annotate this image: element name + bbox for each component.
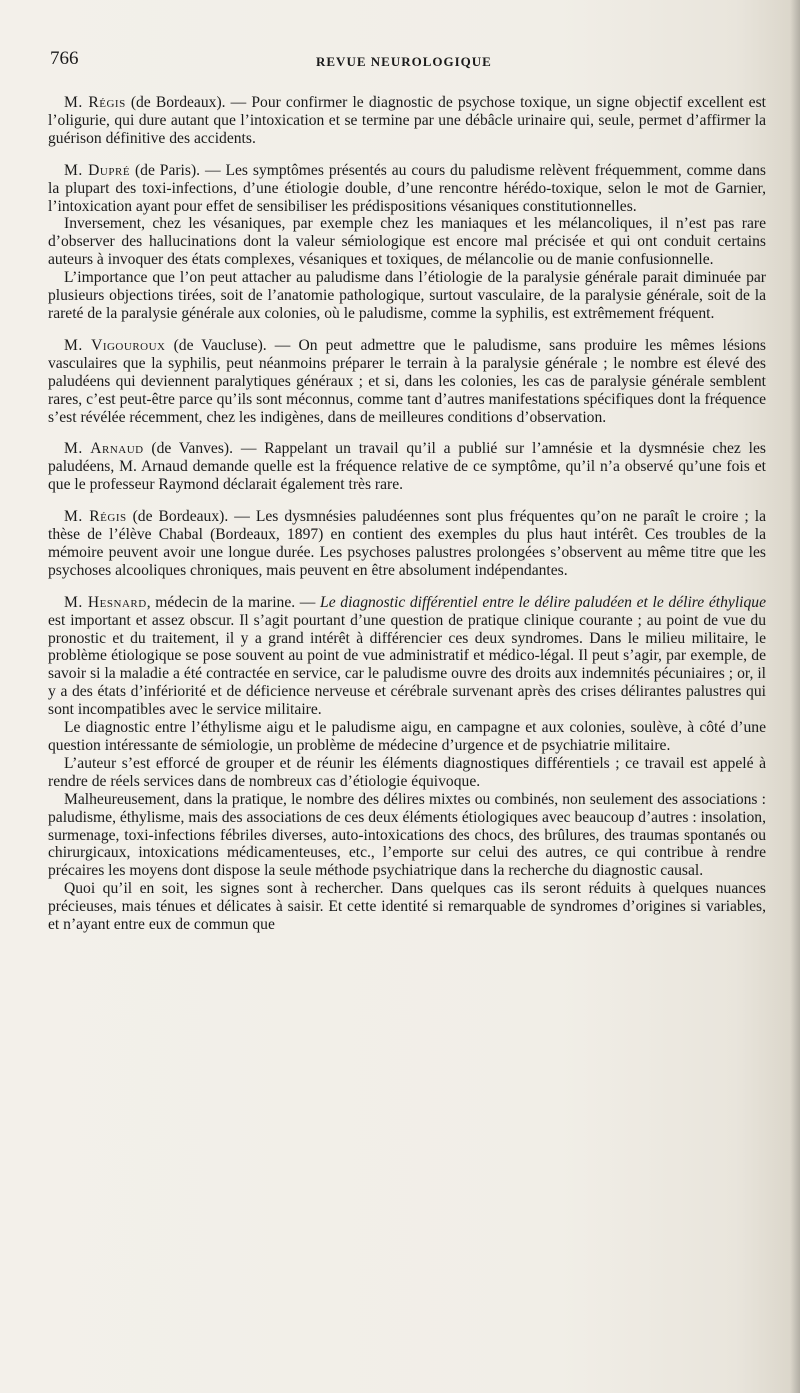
paragraph-body: Les dysmnésies paludéennes sont plus fréquentes qu’on ne paraît le croire ; la thèse de l’élève Chabal (Bordeaux, 1897) en contient des exemples du plus haut intérêt. Ces troubles de la mémoire peuvent avoir une longue durée. Les psychoses palustres prolongées s’observent au même titre que les psychoses alcooliques chroniques, mais peuvent en être absolument indépendantes. (48, 508, 766, 579)
speaker-affiliation: (de Paris). — (130, 161, 226, 179)
speaker-affiliation: , médecin de la marine. — (146, 593, 321, 611)
speaker-name: M. Régis (64, 508, 127, 526)
work-title: Le diagnostic différentiel entre le délire paludéen et le délire éthylique (320, 593, 766, 611)
paragraph-vigouroux (48, 337, 766, 427)
paragraph-text (48, 440, 766, 494)
speaker-name: M. Vigouroux (64, 336, 166, 354)
paragraph-continuation: L’auteur s’est efforcé de grouper et de réunir les éléments diagnostiques différentiels ; ce travail est appelé à rendre de réels services dans de nombreux cas d’étiologie équivoque. (48, 754, 766, 790)
running-head: REVUE NEUROLOGIQUE (316, 54, 492, 69)
speaker-affiliation: (de Bordeaux). — (126, 508, 256, 526)
paragraph-continuation: L’importance que l’on peut attacher au paludisme dans l’étiologie de la paralysie générale parait diminuée par plusieurs objections tirées, soit de l’anatomie pathologique, surtout vasculaire, de la paralysie générale, soit de la rareté de la paralysie générale aux colonies, où le paludisme, comme la syphilis, est extrêmement fréquent. (48, 269, 766, 322)
page-header (50, 48, 750, 74)
paragraph-arnaud (48, 440, 766, 494)
speaker-affiliation: (de Vaucluse). — (165, 336, 299, 354)
paragraph-text (48, 162, 766, 216)
speaker-name: M. Arnaud (64, 440, 144, 458)
article-body (48, 94, 766, 934)
speaker-name: M. Dupré (64, 161, 131, 179)
speaker-name: M. Hesnard (64, 593, 147, 611)
paragraph-dupre (48, 162, 766, 323)
paragraph-body: Rappelant un travail qu’il a publié sur l’amnésie et la dysmnésie chez les paludéens, M. Arnaud demande quelle est la fréquence relative de ce symptôme, qu’il n’a observé qu’une fois et que le professeur Raymond déclarait également très rare. (48, 440, 766, 494)
speaker-name: M. Régis (64, 94, 126, 111)
paragraph-text (48, 94, 766, 148)
paragraph-body: Les symptômes présentés au cours du paludisme relèvent fréquemment, comme dans la plupart des toxi-infections, d’une étiologie double, d’une rencontre hérédo-toxique, selon le mot de Garnier, l’intoxication ayant pour effet de sensibiliser les prédispositions vésaniques constitutionnelles. (48, 161, 766, 215)
paragraph-regis-2 (48, 508, 766, 580)
paragraph-text (48, 508, 766, 580)
page-number: 766 (50, 48, 79, 69)
paragraph-body: Pour confirmer le diagnostic de psychose toxique, un signe objectif excellent est l’oligurie, qui dure autant que l’intoxication et se termine par une débâcle urinaire qui, seule, permet d’affirmer la guérison définitive des accidents. (48, 94, 766, 147)
paragraph-regis-1 (48, 94, 766, 148)
paragraph-body: On peut admettre que le paludisme, sans produire les mêmes lésions vasculaires que la syphilis, peut néanmoins préparer le terrain à la paralysie générale ; le nombre est élevé des paludéens qui deviennent paralytiques généraux ; et si, dans les colonies, les cas de paralysie générale semblent rares, c’est peut-être parce qu’ils sont méconnus, comme tant d’autres manifestations spécifiques dont la fréquence s’est révélée récemment, chez les indigènes, dans de meilleures conditions d’observation. (48, 336, 766, 426)
paragraph-text (48, 594, 766, 719)
paragraph-hesnard (48, 594, 766, 934)
page-edge-shadow (790, 0, 800, 1393)
paragraph-text (48, 337, 766, 427)
speaker-affiliation: (de Vanves). — (143, 440, 265, 458)
paragraph-continuation: Inversement, chez les vésaniques, par exemple chez les maniaques et les mélancoliques, il n’est pas rare d’observer des hallucinations dont la valeur sémiologique est encore mal précisée et qui ont conduit certains auteurs à invoquer des états complexes, vésaniques et toxiques, de mélancolie ou de manie confusionnelle. (48, 215, 766, 269)
paragraph-body: est important et assez obscur. Il s’agit pourtant d’une question de pratique clinique courante ; au point de vue du pronostic et du traitement, il y a grand intérêt à différencier ces deux syndromes. Dans le milieu militaire, le problème étiologique se pose souvent au point de vue administratif et médico-légal. Il peut s’agir, par exemple, de savoir si la maladie a été contractée en service, car le paludisme ouvre des droits aux indemnités pécuniaires ; or, il y a des états d’infériorité et de déficience nerveuse et cérébrale survenant après des crises délirantes palustres qui sont incompatibles avec le service militaire. (48, 611, 766, 719)
speaker-affiliation: (de Bordeaux). — (125, 94, 252, 111)
paragraph-continuation: Malheureusement, dans la pratique, le nombre des délires mixtes ou combinés, non seulement des associations : paludisme, éthylisme, mais des associations de ces deux éléments étiologiques avec beaucoup d’autres : insolation, surmenage, toxi-infections fébriles diverses, auto-intoxications des chocs, des brûlures, des traumas spontanés ou chirurgicaux, intoxications médicamenteuses, etc., l’emporte sur celui des autres, ce qui contribue à rendre précaires les moyens dont dispose la seule méthode psychiatrique dans la recherche du diagnostic causal. (48, 790, 766, 880)
paragraph-continuation: Quoi qu’il en soit, les signes sont à rechercher. Dans quelques cas ils seront réduits à quelques nuances précieuses, mais ténues et délicates à saisir. Et cette identité si remarquable de syndromes d’origines si variables, et n’ayant entre eux de commun que (48, 880, 766, 934)
paragraph-continuation: Le diagnostic entre l’éthylisme aigu et le paludisme aigu, en campagne et aux colonies, soulève, à côté d’une question intéressante de sémiologie, un problème de médecine d’urgence et de psychiatrie militaire. (48, 719, 766, 754)
